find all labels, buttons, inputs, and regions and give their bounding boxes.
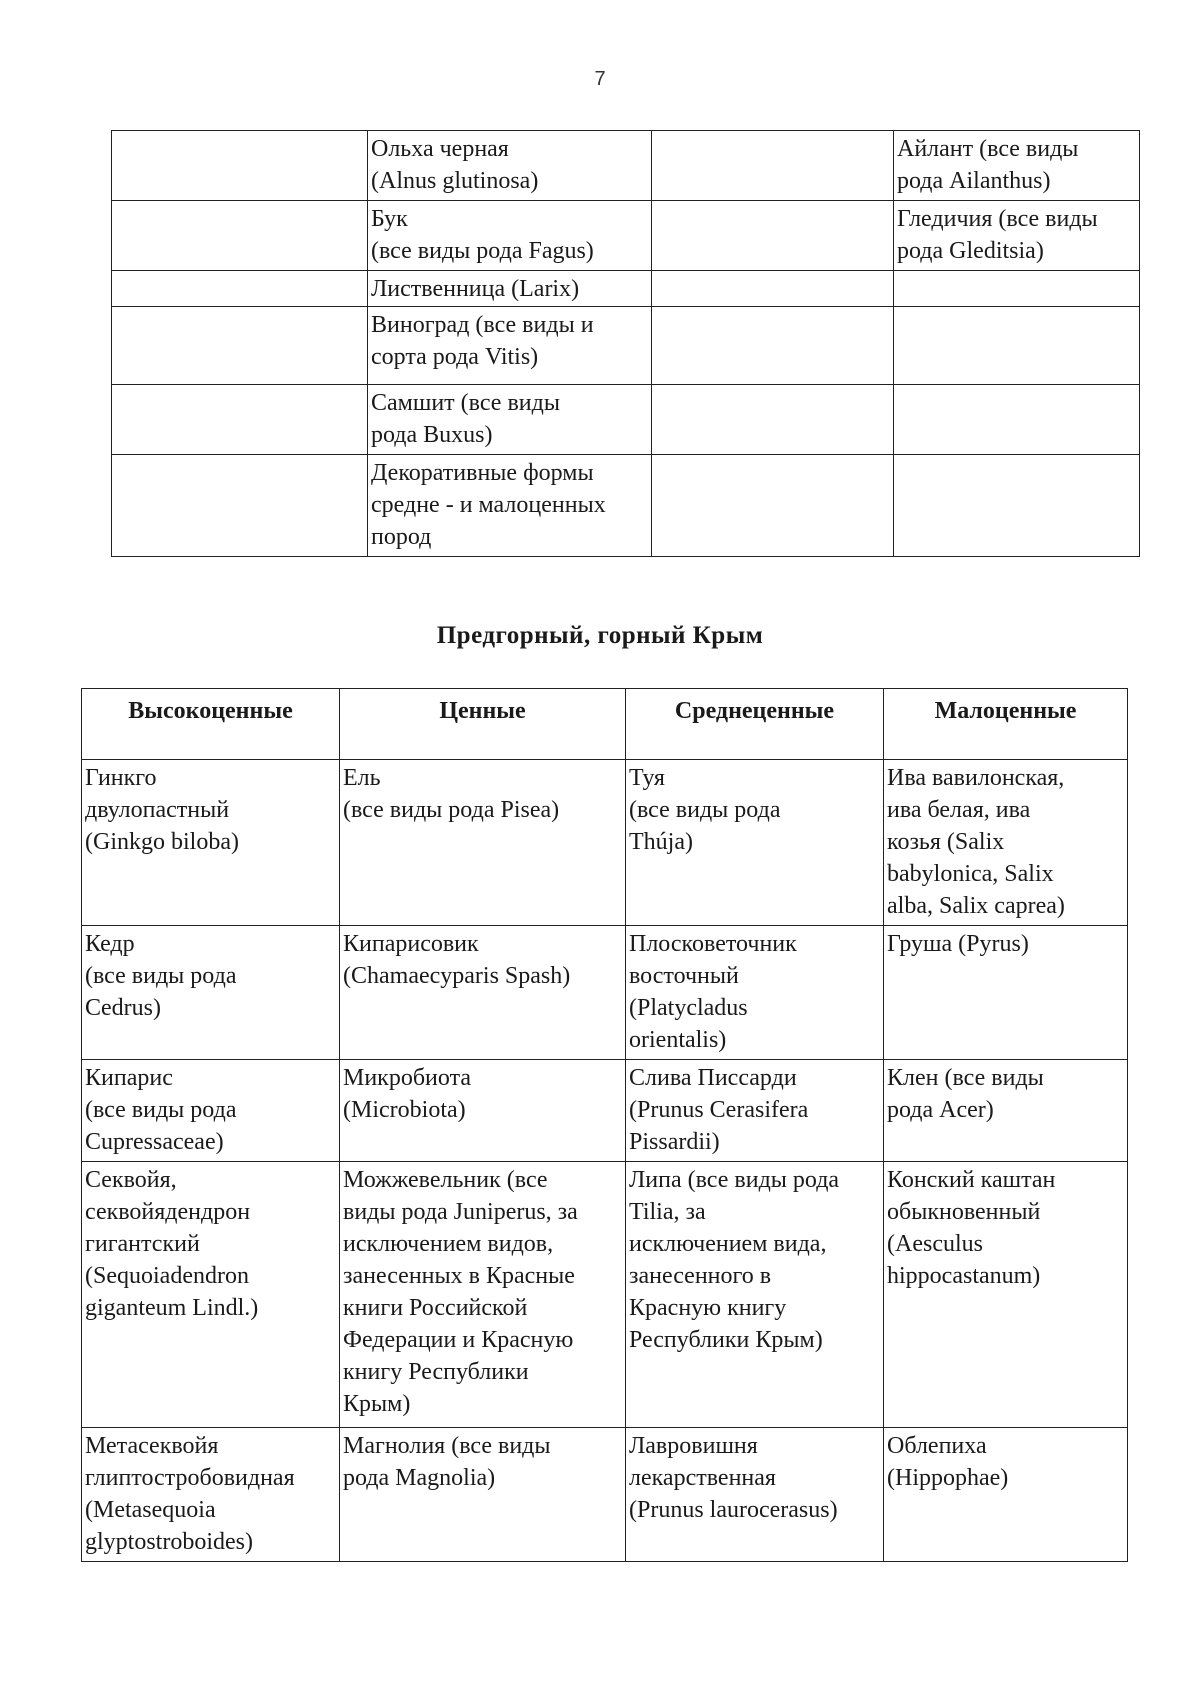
table-cell	[894, 385, 1140, 455]
table-cell: Облепиха (Hippophae)	[884, 1428, 1128, 1562]
column-header: Малоценные	[884, 689, 1128, 760]
table-cell	[652, 131, 894, 201]
column-header: Высокоценные	[82, 689, 340, 760]
column-header: Ценные	[340, 689, 626, 760]
table-cell	[652, 307, 894, 385]
table-cell: Лиственница (Larix)	[368, 271, 652, 307]
table-cell	[112, 455, 368, 557]
table-cell	[112, 201, 368, 271]
table-cell: Плосковеточник восточный (Platycladus orientalis)	[626, 926, 884, 1060]
table-header-row	[82, 689, 1128, 760]
table-cell: Магнолия (все виды рода Magnolia)	[340, 1428, 626, 1562]
table-cell: Конский каштан обыкновенный (Aesculus hippocastanum)	[884, 1162, 1128, 1428]
table-cell: Липа (все виды рода Tilia, за исключением вида, занесенного в Красную книгу Республики Крым)	[626, 1162, 884, 1428]
table-cell: Виноград (все виды и сорта рода Vitis)	[368, 307, 652, 385]
table-row	[82, 926, 1128, 1060]
section-heading: Предгорный, горный Крым	[436, 622, 764, 649]
table-cell: Груша (Pyrus)	[884, 926, 1128, 1060]
lowland-species-table	[111, 130, 1140, 557]
table-cell: Кипарисовик (Chamaecyparis Spash)	[340, 926, 626, 1060]
table-row	[112, 307, 1140, 385]
table-row	[112, 271, 1140, 307]
table-row	[82, 1162, 1128, 1428]
table-cell: Ель (все виды рода Pisea)	[340, 760, 626, 926]
crimea-species-table	[81, 688, 1128, 1562]
table-cell: Самшит (все виды рода Buxus)	[368, 385, 652, 455]
table-cell: Ива вавилонская, ива белая, ива козья (Salix babylonica, Salix alba, Salix caprea)	[884, 760, 1128, 926]
table-cell	[112, 131, 368, 201]
page-number: 7	[594, 68, 606, 90]
table-cell	[894, 307, 1140, 385]
table-cell: Ольха черная (Alnus glutinosa)	[368, 131, 652, 201]
table-cell	[112, 271, 368, 307]
table-cell	[652, 385, 894, 455]
table-cell: Лавровишня лекарственная (Prunus laurocerasus)	[626, 1428, 884, 1562]
table-cell	[894, 455, 1140, 557]
table-row	[82, 1060, 1128, 1162]
table-cell	[112, 385, 368, 455]
table-cell	[894, 271, 1140, 307]
table-cell	[112, 307, 368, 385]
table-cell: Секвойя, секвойядендрон гигантский (Sequoiadendron giganteum Lindl.)	[82, 1162, 340, 1428]
table-cell: Метасеквойя глиптостробовидная (Metasequoia glyptostroboides)	[82, 1428, 340, 1562]
table-cell: Клен (все виды рода Acer)	[884, 1060, 1128, 1162]
table-cell: Бук (все виды рода Fagus)	[368, 201, 652, 271]
table-cell: Туя (все виды рода Thúja)	[626, 760, 884, 926]
table-cell: Микробиота (Microbiota)	[340, 1060, 626, 1162]
table-cell: Гинкго двулопастный (Ginkgo biloba)	[82, 760, 340, 926]
table-row	[82, 1428, 1128, 1562]
table-cell: Декоративные формы средне - и малоценных пород	[368, 455, 652, 557]
table-row	[112, 455, 1140, 557]
table-cell: Кипарис (все виды рода Cupressaceae)	[82, 1060, 340, 1162]
table-row	[112, 385, 1140, 455]
table-row	[112, 131, 1140, 201]
table-cell	[652, 271, 894, 307]
table-cell: Гледичия (все виды рода Gleditsia)	[894, 201, 1140, 271]
table-cell	[652, 455, 894, 557]
column-header: Среднеценные	[626, 689, 884, 760]
table-cell	[652, 201, 894, 271]
table-cell: Слива Писсарди (Prunus Cerasifera Pissardii)	[626, 1060, 884, 1162]
table-cell: Кедр (все виды рода Cedrus)	[82, 926, 340, 1060]
table-cell: Айлант (все виды рода Ailanthus)	[894, 131, 1140, 201]
table-cell: Можжевельник (все виды рода Juniperus, за исключением видов, занесенных в Красные книги Российской Федерации и Красную книгу Республики Крым)	[340, 1162, 626, 1428]
table-row	[82, 760, 1128, 926]
table-row	[112, 201, 1140, 271]
